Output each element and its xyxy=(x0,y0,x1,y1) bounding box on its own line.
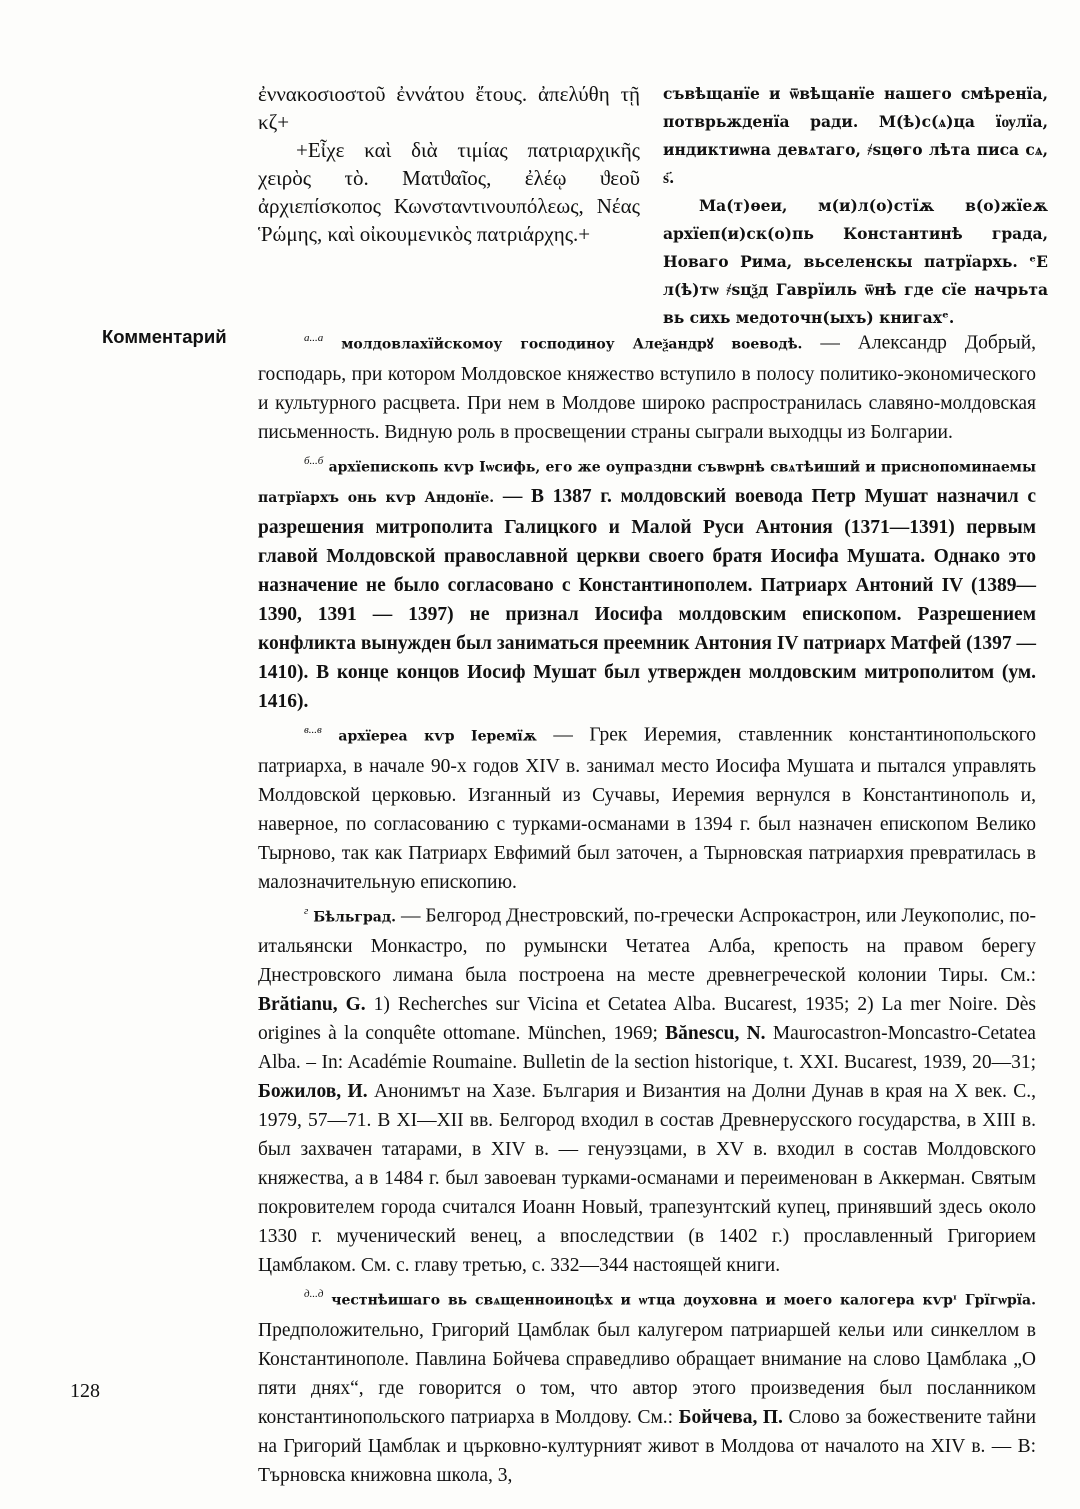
note-text: 1) Recherches sur Vicina et Cetatea Alba. Bucarest, 1935; 2) La mer Noire. Dès origines à la conquête ottomane. München, 1969; xyxy=(258,994,1037,1044)
note-lemma: молдовлахїйскомоу господиноу Алеѯандрꙋ воеводѣ. xyxy=(341,336,803,353)
parallel-text xyxy=(258,80,1048,327)
note-lemma: честнѣишаго вь свѧщенноиноцѣх и ѡтца доуховна и моего калогера кѵрᶦ Грїгѡрїа. xyxy=(331,1292,1037,1309)
commentary-note-b xyxy=(258,447,1036,717)
slavonic-para-2: Ма(т)ѳеи, м(и)л(о)стїѫ в(о)жїеѫ архїеп(и)ск(о)пь Константинѣ града, Новаго Рима, вьселенскы патрїархь. ᵉЕ л(ѣ)тѡ ҂ѕцѯд Гаврїиль ѿнѣ где сїе начрьта вь сихь медоточн(ыхъ) книгахᵉ. xyxy=(663,196,1048,327)
note-marker: б...б xyxy=(304,454,324,467)
note-text: — Александр Добрый, господарь, при котором Молдовское княжество вступило в полосу политико-экономического и культурного расцвета. При нем в Молдове широко распространилась славяно-молдовская письменность. Видную роль в просвещении страны сыграли выходцы из Болгарии. xyxy=(258,332,1037,443)
greek-para-1: ἐννακοσιοστοῦ ἐννάτου ἔτους. ἀπελύθη τῇ κζ+ xyxy=(258,82,640,134)
note-text: — В 1387 г. молдовский воевода Петр Мушат назначил с разрешения митрополита Галицкого и Малой Руси Антония (1371—1391) первым главой Молдовской православной церкви своего братя Иосифа Мушата. Однако это назначение не было согласовано с Константинополем. Патриарх Антоний IV (1389—1390, 1391 — 1397) не признал Иосифа молдовским епископом. Разрешением конфликта вынужден был заниматься преемник Антония IV патриарх Матфей (1397 — 1410). В конце концов Иосиф Мушат был утвержден молдовским митрополитом (ум. 1416). xyxy=(258,486,1036,712)
commentary-body xyxy=(258,324,1036,1490)
note-marker: в...в xyxy=(304,724,322,736)
commentary-note-v xyxy=(258,716,1036,897)
note-lemma: Бѣльград. xyxy=(313,909,397,925)
commentary-label: Комментарий xyxy=(102,326,227,347)
greek-para-2: +Εἶχε καὶ διὰ τιμίας πατριαρχικῆς χειρὸς τὸ. Ματϑαῖος, ἐλέῳ ϑεοῦ ἀρχιεπίσκοπος Κωνσταντινουπόλεως, Νέας Ῥώμης, καὶ οἰκουμενικὸς πατριάρχης.+ xyxy=(258,138,640,246)
note-text: Анонимът на Хазе. България и Византия на Долни Дунав в края на X век. С., 1979, 57—71. В XI—XII вв. Белгород входил в состав Древнерусского государства, в XIII в. был захвачен татарами, в XIV в. — генуэзцами, в XV в. входил в состав Молдовского княжества, а в 1484 г. был завоеван турками-османами и переименован в Аккерман. Святым покровителем города считался Иоанн Новый, трапезунтский купец, принявший здесь около 1330 г. мученический венец, а впоследствии (в 1402 г.) прославленный Григорием Цамблаком. См. с. главу третью, с. 332—344 настоящей книги. xyxy=(258,1081,1037,1276)
note-marker: г xyxy=(304,904,309,917)
citation-author: Brătianu, G. xyxy=(258,994,366,1015)
greek-column xyxy=(258,80,640,248)
page-number: 128 xyxy=(70,1380,100,1402)
commentary-note-a xyxy=(258,324,1036,447)
note-text: — Грек Иеремия, ставленник константинопольского патриарха, в начале 90-х годов XIV в. занимал место Иосифа Мушата и пытался управлять Молдовской церковью. Изганный из Сучавы, Иеремия вернулся в Константинополь и, наверное, по согласованию с турками-османами в 1394 г. был назначен епископом Велико Тырново, так как Патриарх Евфимий был заточен, а Тырновская патриархия превратилась в малозначительную епископию. xyxy=(258,724,1036,893)
note-text: Предположительно, Григорий Цамблак был калугером патриаршей кельи или синкеллом в Константинополе. Павлина Бойчева справедливо обращает внимание на слово Цамблака „О пяти днях“, где говорится о том, что автор этого произведения был посланником константинопольского патриарха в Молдову. См.: xyxy=(258,1319,1036,1428)
note-lemma: архїепископь кѵр Іѡсифь, его же оупраздни съвѡрнѣ свѧтѣиший и приснопоминаемы патрїархъ онь кѵр Андонїе. xyxy=(258,459,1036,506)
note-text: Maurocastron-Moncastro-Cetatea Alba. – In: Académie Roumaine. Bulletin de la section historique, t. XXI. Bucarest, 1939, 20—31; xyxy=(258,1023,1036,1073)
citation-author: Бойчева, П. xyxy=(678,1406,783,1428)
slavonic-para-1: съвѣщанїе и ѿвѣщанїе нашего смѣренїа, потврьжденїа ради. М(ѣ)с(ѧ)ца їѹлїа, индиктиѡна девѧтаго, ҂ѕцѳго лѣта писа сѧ, ѕ҃. xyxy=(663,84,1048,187)
commentary-note-d xyxy=(258,1280,1036,1490)
note-marker: д...д xyxy=(304,1288,324,1300)
note-text: — Белгород Днестровский, по-гречески Аспрокастрон, или Леукополис, по-итальянски Монкастро, по румынски Четатеа Алба, крепость на правом берегу Днестровского лимана была построена на месте древнегреческой колонии Тиры. См.: xyxy=(258,905,1036,986)
citation-author: Божилов, И. xyxy=(258,1081,368,1102)
note-text: Слово за божествените тайни на Григорий Цамблак и църковно-културният живот в Молдова от началото на XIV в. — В: Търновска книжовна школа, 3, xyxy=(258,1406,1037,1486)
slavonic-column xyxy=(663,80,1048,332)
commentary-note-g xyxy=(258,897,1036,1281)
note-lemma: архїереа кѵр Іеремїѫ xyxy=(338,728,537,745)
citation-author: Bănescu, N. xyxy=(665,1023,766,1044)
note-marker: а...а xyxy=(304,332,324,344)
